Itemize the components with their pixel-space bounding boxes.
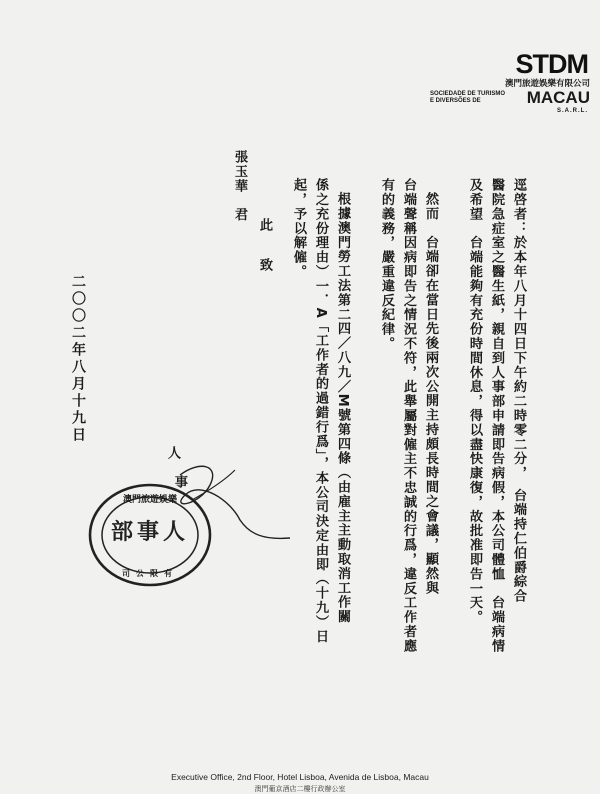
letter-column: 起，予以解僱。 <box>291 178 306 279</box>
seal-center-text: 部事人 <box>110 520 189 545</box>
seal-upper-text: 澳門旅遊娛樂 <box>122 495 177 505</box>
addressee: 張玉華 君 <box>232 150 247 222</box>
letter-column: 然而 台端卻在當日先後兩次公開主持頗長時間之會議，顯然與 <box>423 192 438 596</box>
letter-column: 醫院急症室之醫生紙，親自到人事部申請即告病假，本公司體恤 台端病情 <box>489 178 504 654</box>
company-seal <box>85 480 215 590</box>
letter-column: 台端聲稱因病即告之情況不符，此舉屬對僱主不忠誠的行爲，違反工作者應 <box>401 178 416 654</box>
closing-ci: 此 <box>257 218 272 233</box>
letter-column: 有的義務，嚴重違反紀律。 <box>379 178 394 351</box>
company-name-portuguese: SOCIEDADE DE TURISMO E DIVERSÕES DE <box>430 91 506 104</box>
letter-date: 二〇〇二年八月十九日 <box>70 274 86 444</box>
company-name-chinese: 澳門旅遊娛樂有限公司 <box>504 79 590 89</box>
letter-column: 及希望 台端能夠有充份時間休息，得以盡快康復，故批准即告一天。 <box>467 178 482 625</box>
sender-shi: 事 <box>172 475 187 490</box>
macau-logo: MACAU <box>526 88 590 107</box>
footer-address-chinese: 澳門葡京酒店二樓行政辦公室 <box>254 785 346 793</box>
closing-zhi: 致 <box>257 258 272 273</box>
letter-column: 根據澳門勞工法第二四／八九／M號第四條（由雇主主動取消工作關 <box>335 192 350 624</box>
stdm-logo: STDM <box>515 49 588 79</box>
sender-ren: 人 <box>165 446 180 461</box>
letter-column: 逕啓者：於本年八月十四日下午約二時零二分， 台端持仁伯爵綜合 <box>511 178 526 604</box>
letter-column: 係之充份理由）一．A「工作者的過錯行爲」，本公司決定由即（十九）日 <box>313 178 328 644</box>
company-suffix: S.A.R.L. <box>556 108 588 114</box>
letterhead <box>430 50 590 125</box>
seal-lower-text: 司公限有 <box>122 569 178 578</box>
footer-address: Executive Office, 2nd Floor, Hotel Lisboa, Avenida de Lisboa, Macau <box>171 772 429 782</box>
